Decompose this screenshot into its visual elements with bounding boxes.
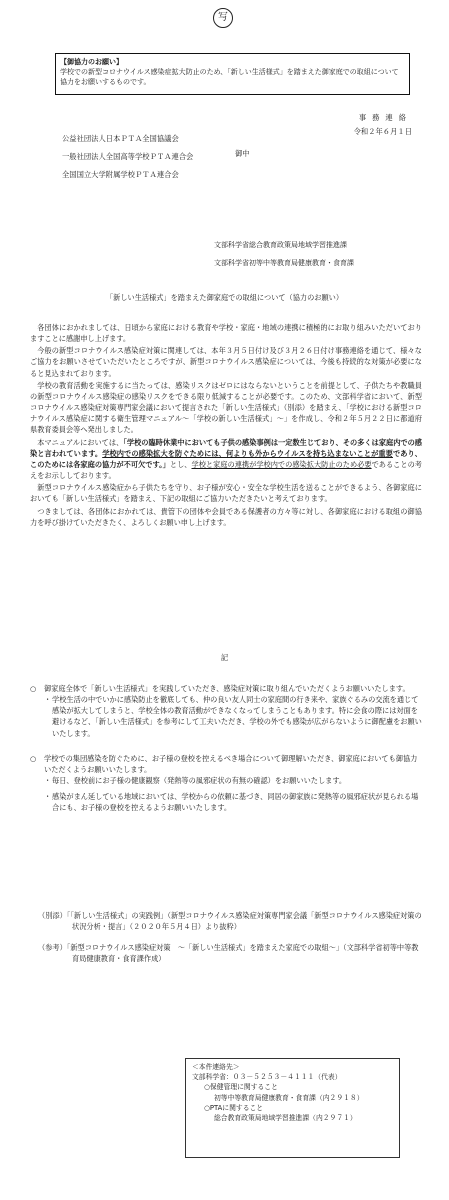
- contact-pta-label: ○PTAに関すること: [204, 1103, 264, 1112]
- reference-attachment: （別添）「「新しい生活様式」の実践例」（新型コロナウイルス感染症対策専門家会議「新型コロナウイルス感染症対策の状況分析・提言」（２０２０年５月４日）より抜粋）: [38, 911, 422, 932]
- request-sub-text: 毎日、登校前にお子様の健康観察（発熱等の風邪症状の有無の確認）をお願いいたします。: [52, 776, 347, 786]
- dot-bullet-icon: ・: [44, 776, 52, 786]
- body-paragraph-manual: [30, 437, 422, 482]
- body-paragraph: 各団体におかれましては、日頃から家庭における教育や学校・家庭・地域の連携に積極的にお取り組みいただいておりますことに感謝申し上げます。: [30, 323, 422, 344]
- contact-phone: 文部科学省：０３－５２５３－４１１１（代表）: [192, 1073, 342, 1082]
- request-sub-item: [44, 791, 422, 813]
- contact-pta-dept: 総合教育政策局地域学習推進課（内２９７１）: [214, 1113, 357, 1122]
- reference-list: [38, 910, 423, 975]
- cooperation-notice-box: [55, 53, 410, 95]
- request-item-text: 御家庭全体で「新しい生活様式」を実践していただき、感染症対策に取り組んでいただくようお願いいたします。: [44, 684, 410, 693]
- manual-text: であることの考えをお示ししております。: [30, 459, 422, 481]
- contact-title: ＜本件連絡先＞: [192, 1063, 240, 1071]
- sender: 文部科学省総合教育政策局地域学習推進課: [214, 241, 347, 249]
- notice-text: 学校での新型コロナウイルス感染症拡大防止のため、「新しい生活様式」を踏まえた御家庭での取組について協力をお願いするものです。: [60, 68, 399, 87]
- addressee: 公益社団法人日本ＰＴＡ全国協議会: [62, 134, 179, 143]
- memo-label: 事務連絡: [358, 113, 412, 122]
- manual-quote-part: 「学校の臨時休業中においても子供の感染事例は一定数生じており、その多くは家庭内での感染と言われています。: [30, 437, 422, 458]
- request-item: [30, 753, 422, 814]
- circle-bullet-icon: ○: [30, 753, 37, 763]
- manual-underlined: 学校と家庭の連携が学校内での感染拡大防止のため必要: [191, 459, 372, 469]
- body-paragraph: 学校の教育活動を実施するに当たっては、感染リスクはゼロにはならないということを前提として、子供たちや教職員の新型コロナウイルス感染症の感染リスクをできる限り低減することが必要です。このため、文部科学省において、新型コロナウイルス感染症対策専門家会議において提言された「新しい生活様式」（別添）を踏まえ、「学校における新型コロナウイルス感染症に関する衛生管理マニュアル～「学校の新しい生活様式」～」を作成し、令和２年５月２２日に都道府県教育委員会等へ発出しました。: [30, 380, 422, 435]
- addressee: 全国国立大学附属学校ＰＴＡ連合会: [62, 170, 179, 179]
- dot-bullet-icon: ・: [44, 695, 52, 705]
- notice-title: 【御協力のお願い】: [60, 58, 123, 66]
- contact-box: [185, 1058, 400, 1158]
- body-paragraph: 新型コロナウイルス感染症から子供たちを守り、お子様が安心・安全な学校生活を送ることができるよう、各御家庭においても「新しい生活様式」を踏まえ、下記の取組にご協力いただきたいと考えております。: [30, 483, 422, 504]
- request-sub-item: [44, 775, 422, 786]
- circle-bullet-icon: ○: [30, 684, 37, 693]
- manual-text: とし、: [169, 459, 192, 469]
- request-sub-item: [44, 694, 422, 739]
- reference-note: （参考）「新型コロナウイルス感染症対策 ～「新しい生活様式」を踏まえた家庭での取組～」（文部科学省初等中等教育局健康教育・食育課作成）: [38, 943, 419, 964]
- request-sub-text: 感染がまん延している地域においては、学校からの依頼に基づき、同居の御家族に発熱等の風邪症状が見られる場合にも、お子様の登校を控えるようお願いいたします。: [52, 792, 419, 813]
- addressee-list: [62, 130, 193, 184]
- contact-health-label: ○保健管理に関すること: [204, 1083, 278, 1092]
- body-paragraph: つきましては、各団体におかれては、貴管下の団体や会員である保護者の方々等に対し、各御家庭における取組の御協力を呼び掛けていただきたく、よろしくお願い申し上げます。: [30, 506, 422, 527]
- copy-stamp: 写: [213, 8, 233, 28]
- request-item-text: 学校での集団感染を防ぐために、お子様の登校を控えるべき場合について御理解いただき、御家庭においても御協力いただくようお願いいたします。: [44, 753, 418, 774]
- request-sub-text: 学校生活の中でいかに感染防止を徹底しても、仲の良い友人同士の家庭間の行き来や、家族ぐるみの交流を通じて感染が拡大してしまうと、学校全体の教育活動ができなくなってしまうこともあります。特に会食の際には対面を避けるなど、「新しい生活様式」を参考にして工夫いただき、学校の外でも感染が広がらないように御配慮をお願いいたします。: [52, 695, 422, 738]
- document-subject: 「新しい生活様式」を踏まえた御家庭での取組について（協力のお願い）: [105, 293, 344, 302]
- manual-quote-underlined: 学校内での感染拡大を防ぐためには、何よりも外からウイルスを持ち込まないことが重要: [102, 448, 393, 458]
- request-items: [30, 683, 422, 824]
- ki-heading: 記: [220, 653, 229, 662]
- request-item: [30, 683, 422, 739]
- manual-intro: 本マニュアルにおいては、: [37, 437, 124, 447]
- memo-date: 令和２年６月１日: [353, 127, 412, 136]
- sender-list: [214, 236, 354, 272]
- manual-quote-part: であり、このためには各家庭の協力が不可欠です。」: [30, 448, 422, 469]
- document-body: [30, 322, 422, 529]
- contact-health-dept: 初等中等教育局健康教育・食育課（内２９１８）: [214, 1093, 364, 1102]
- dot-bullet-icon: ・: [44, 792, 52, 802]
- addressee: 一般社団法人全国高等学校ＰＴＡ連合会: [62, 152, 194, 161]
- body-paragraph: 今般の新型コロナウイルス感染症対策に関連しては、本年３月５日付け及び３月２６日付け事務連絡を通じて、様々なご協力をお願いさせていただいたところですが、新型コロナウイルス感染症については、今後も持続的な対策が必要になると見込まれております。: [30, 346, 422, 378]
- sender: 文部科学省初等中等教育局健康教育・食育課: [214, 259, 354, 267]
- onchu-honorific: 御中: [235, 149, 250, 158]
